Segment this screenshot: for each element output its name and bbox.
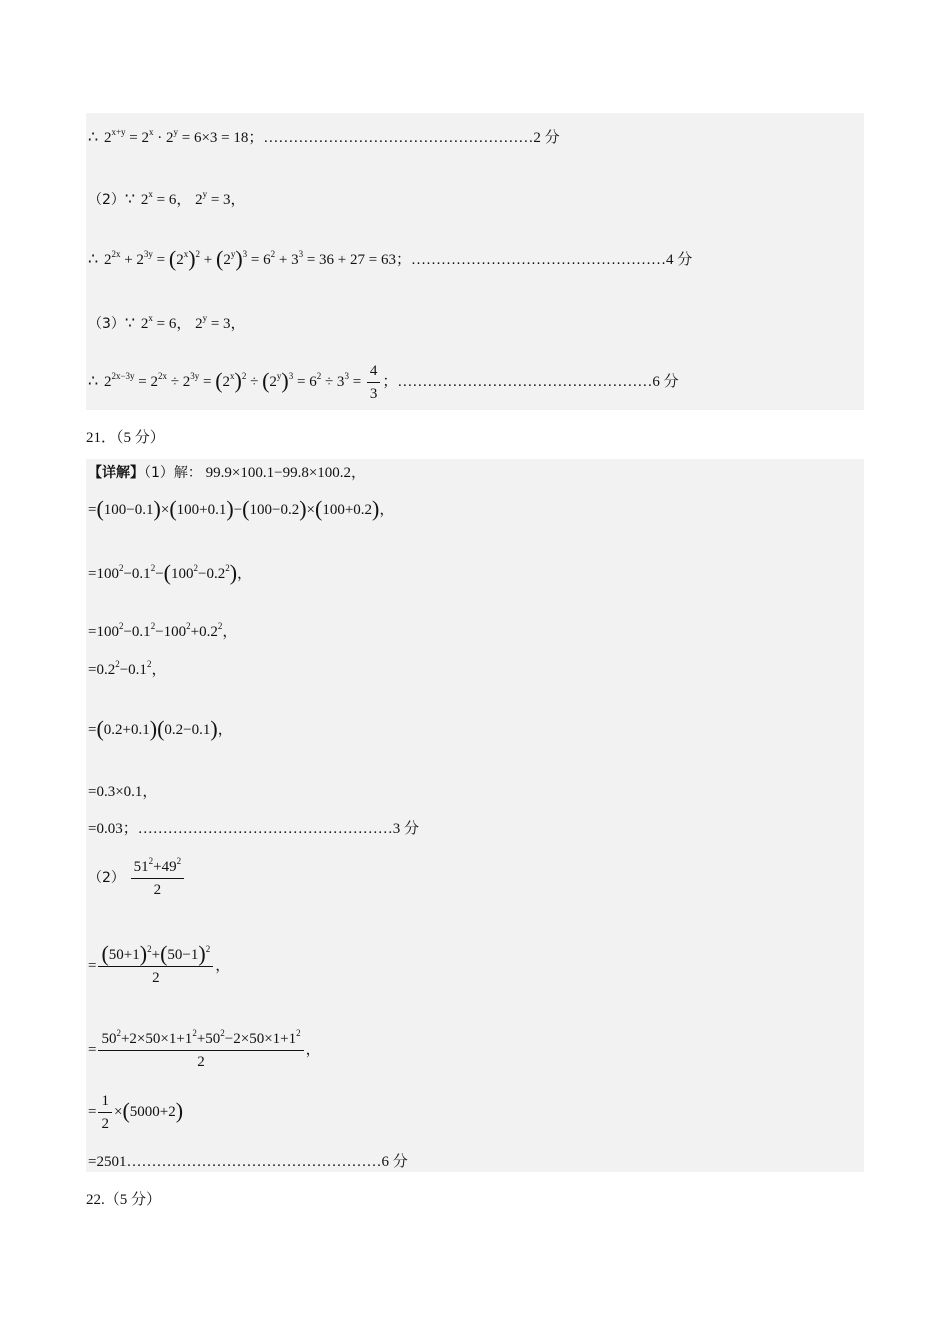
q21-line-7: =0.3×0.1， — [88, 784, 158, 800]
q21-line-1: 【详解】（1）解： 99.9×100.1−99.8×100.2， — [88, 465, 367, 481]
fraction: $\frac{(50+1)^2+(50-1)^2}{2}$ — [98, 946, 213, 987]
score: 2 分 — [533, 130, 560, 146]
fraction: $\frac{4}{3}$ — [367, 362, 381, 403]
score: 6 分 — [381, 1154, 408, 1170]
q21-line-2: =(100−0.1)×(100+0.1)−(100−0.2)×(100+0.2)， — [88, 496, 395, 521]
score: 3 分 — [392, 821, 419, 837]
question-21-heading: 21．（5 分） — [86, 430, 165, 446]
score: 4 分 — [665, 252, 693, 268]
q21-line-8: =0.03；……………………………………………3 分 — [88, 821, 419, 837]
q21-line-6: =(0.2+0.1)(0.2−0.1)， — [88, 716, 233, 741]
q20-line-2: （2）∵ $2^x = 6$， $2^y = 3$， — [88, 189, 246, 208]
q21-part2-line-4: = $\frac{1}{2}$ ×(5000+2) — [88, 1093, 184, 1132]
detail-tag: 【详解】 — [88, 465, 144, 481]
question-22-heading: 22.（5 分） — [86, 1192, 162, 1208]
fraction: $\frac{51^2+49^2}{2}$ — [131, 858, 184, 899]
q21-part2-line-2: = $\frac{(50+1)^2+(50-1)^2}{2}$ ， — [88, 941, 231, 986]
q21-part2-line-3: = $\frac{50^2+2\times 50\times 1+1^2+50^2-2\times 50\times 1+1^2}{2}$ ， — [88, 1028, 321, 1070]
fraction: $\frac{50^2+2\times 50\times 1+1^2+50^2-2\times 50\times 1+1^2}{2}$ — [98, 1030, 303, 1071]
q20-line-5: ∴ $2^{2x-3y} = 2^{2x} \div 2^{3y} = (2^x)^2 \div (2^y)^3 = 6^2 \div 3^3$ = $\frac{4}{3}$ ；……………………………………………6 分 — [88, 363, 679, 402]
fraction: $\frac{1}{2}$ — [98, 1092, 112, 1133]
q20-line-1: ∴ $2^{x+y} = 2^x \cdot 2^y = 6\times 3 = 18$；………………………………………………2 分 — [88, 127, 560, 146]
q20-line-4: （3）∵ $2^x = 6$， $2^y = 3$， — [88, 313, 246, 332]
q21-part2-line-5: =2501……………………………………………6 分 — [88, 1154, 408, 1170]
q21-part2-line-1: （2） $\frac{51^2+49^2}{2}$ — [88, 858, 186, 899]
q21-line-5: $=0.2^2-0.1^2$， — [88, 659, 167, 678]
score: 6 分 — [652, 373, 679, 390]
q21-line-3: $=100^2-0.1^2-(100^2-0.2^2)$， — [88, 560, 253, 585]
q21-line-4: $=100^2-0.1^2-100^2+0.2^2$， — [88, 621, 238, 640]
q20-line-3: ∴ $2^{2x} + 2^{3y} = (2^x)^2 + (2^y)^3 = 6^2 + 3^3 = 36 + 27 = 63$；……………………………………………4 分 — [88, 246, 693, 271]
